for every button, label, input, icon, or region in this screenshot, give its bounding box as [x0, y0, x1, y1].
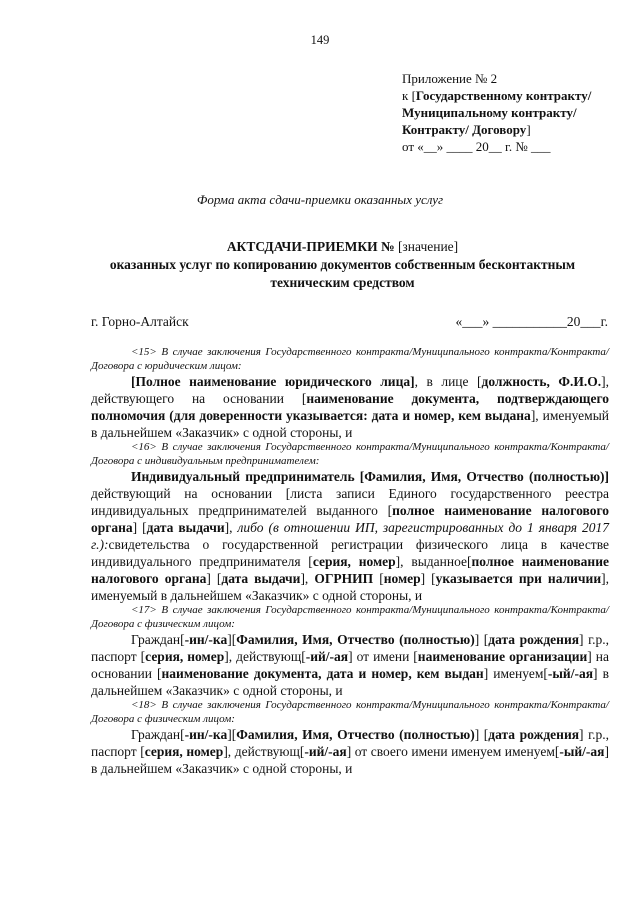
- act-title: [90, 238, 595, 292]
- appendix-header: [402, 70, 622, 155]
- page-number: 149: [310, 33, 330, 47]
- footnote-15: <15> В случае заключения Государственного контракта/Муниципального контракта/Контракта/Договора с юридическим лицом:: [91, 346, 609, 372]
- appendix-date-number: от «__» ____ 20__ г. № ___: [402, 139, 551, 154]
- paragraph-individual-entrepreneur: Индивидуальный предприниматель [Фамилия, Имя, Отчество (полностью)] действующий на основании [листа записи Единого государственного реестра индивидуальных предпринимателей выданного [полное наименование налогового органа] [дата выдачи], либо (в отношении ИП, зарегистрированных до 1 января 2017 г.):свидетельства о государственной регистрации физического лица в качестве индивидуального предпринимателя [серия, номер], выданное[полное наименование налогового органа] [дата выдачи], ОГРНИП [номер] [указывается при наличии], именуемый в дальнейшем «Заказчик» с одной стороны, и: [91, 469, 610, 603]
- date-field: «___» ___________20___г.: [455, 314, 608, 329]
- paragraph-legal-entity: [Полное наименование юридического лица], в лице [должность, Ф.И.О.], действующего на основании [наименование документа, подтверждающего полномочия (для доверенности указывается: дата и номер, кем выдана], именуемый в дальнейшем «Заказчик» с одной стороны, и: [91, 374, 609, 440]
- place: г. Горно-Алтайск: [91, 314, 189, 329]
- act-title-line2: оказанных услуг по копированию документов собственным бесконтактным техническим средством: [109, 257, 576, 290]
- footnote-16: <16> В случае заключения Государственного контракта/Муниципального контракта/Контракта/Договора с индивидуальным предпринимателем:: [91, 441, 609, 467]
- paragraph-citizen-own-name: Граждан[-ин/-ка][Фамилия, Имя, Отчество (полностью)] [дата рождения] г.р., паспорт [серия, номер], действующ[-ий/-ая] от своего имени именуем именуем[-ый/-ая] в дальнейшем «Заказчик» с одной стороны, и: [91, 727, 609, 776]
- act-title-line1: АКТСДАЧИ-ПРИЕМКИ № [значение]: [226, 239, 459, 254]
- appendix-reference: к [Государственному контракту/Муниципальному контракту/Контракту/ Договору]: [402, 88, 592, 137]
- document-body: [91, 346, 609, 777]
- footnote-18: <18> В случае заключения Государственного контракта/Муниципального контракта/Контракта/Договора с физическим лицом:: [91, 699, 609, 725]
- paragraph-citizen-on-behalf: Граждан[-ин/-ка][Фамилия, Имя, Отчество (полностью)] [дата рождения] г.р., паспорт [серия, номер], действующ[-ий/-ая] от имени [наименование организации] на основании [наименование документа, дата и номер, кем выдан] именуем[-ый/-ая] в дальнейшем «Заказчик» с одной стороны, и: [91, 632, 609, 698]
- footnote-17: <17> В случае заключения Государственного контракта/Муниципального контракта/Контракта/Договора с физическим лицом:: [91, 604, 609, 630]
- appendix-label: Приложение № 2: [402, 71, 498, 86]
- form-title: Форма акта сдачи-приемки оказанных услуг: [196, 192, 444, 207]
